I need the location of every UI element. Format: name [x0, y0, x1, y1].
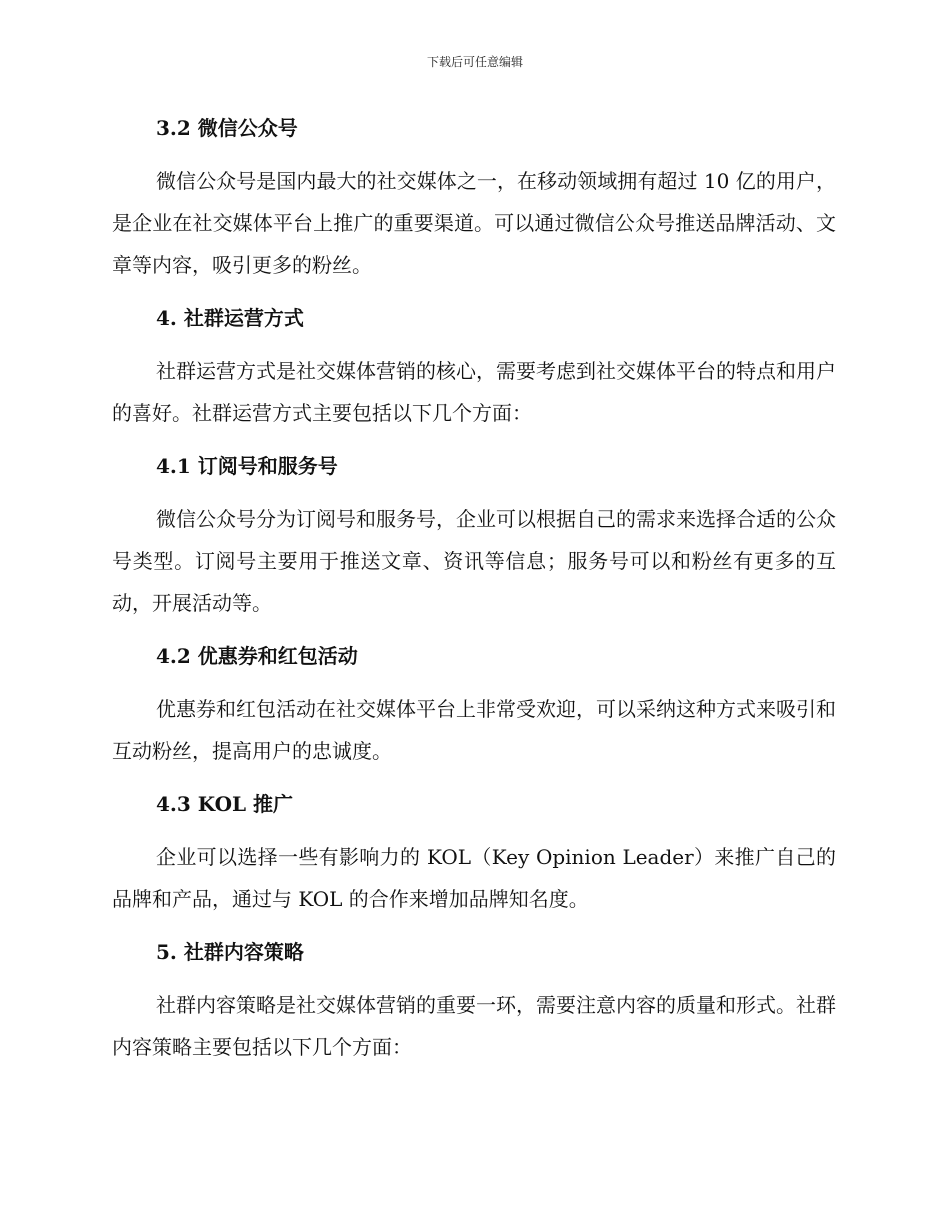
section-4-2: [112, 636, 836, 772]
section-paragraph: 优惠券和红包活动在社交媒体平台上非常受欢迎，可以采纳这种方式来吸引和互动粉丝，提高用户的忠诚度。: [112, 697, 836, 763]
section-heading: 4.3 KOL 推广: [156, 792, 294, 816]
section-heading: 3.2 微信公众号: [156, 116, 298, 140]
section-4-3: [112, 784, 836, 920]
section-paragraph: 社群内容策略是社交媒体营销的重要一环，需要注意内容的质量和形式。社群内容策略主要包括以下几个方面：: [112, 993, 836, 1059]
section-paragraph: 微信公众号分为订阅号和服务号，企业可以根据自己的需求来选择合适的公众号类型。订阅号主要用于推送文章、资讯等信息；服务号可以和粉丝有更多的互动，开展活动等。: [112, 507, 836, 615]
section-paragraph: 企业可以选择一些有影响力的 KOL（Key Opinion Leader）来推广自己的品牌和产品，通过与 KOL 的合作来增加品牌知名度。: [112, 845, 836, 911]
section-4-1: [112, 446, 836, 624]
section-heading: 4.2 优惠券和红包活动: [156, 644, 358, 668]
page-header: 下载后可任意编辑: [426, 55, 523, 69]
section-heading: 4. 社群运营方式: [156, 306, 304, 330]
section-4: [112, 298, 836, 434]
section-3-2: [112, 108, 836, 286]
section-heading: 4.1 订阅号和服务号: [156, 454, 338, 478]
section-heading: 5. 社群内容策略: [156, 940, 304, 964]
document-body: [112, 108, 836, 1080]
section-paragraph: 社群运营方式是社交媒体营销的核心，需要考虑到社交媒体平台的特点和用户的喜好。社群运营方式主要包括以下几个方面：: [112, 359, 836, 425]
section-5: [112, 932, 836, 1068]
section-paragraph: 微信公众号是国内最大的社交媒体之一，在移动领域拥有超过 10 亿的用户，是企业在社交媒体平台上推广的重要渠道。可以通过微信公众号推送品牌活动、文章等内容，吸引更多的粉丝。: [112, 169, 836, 277]
